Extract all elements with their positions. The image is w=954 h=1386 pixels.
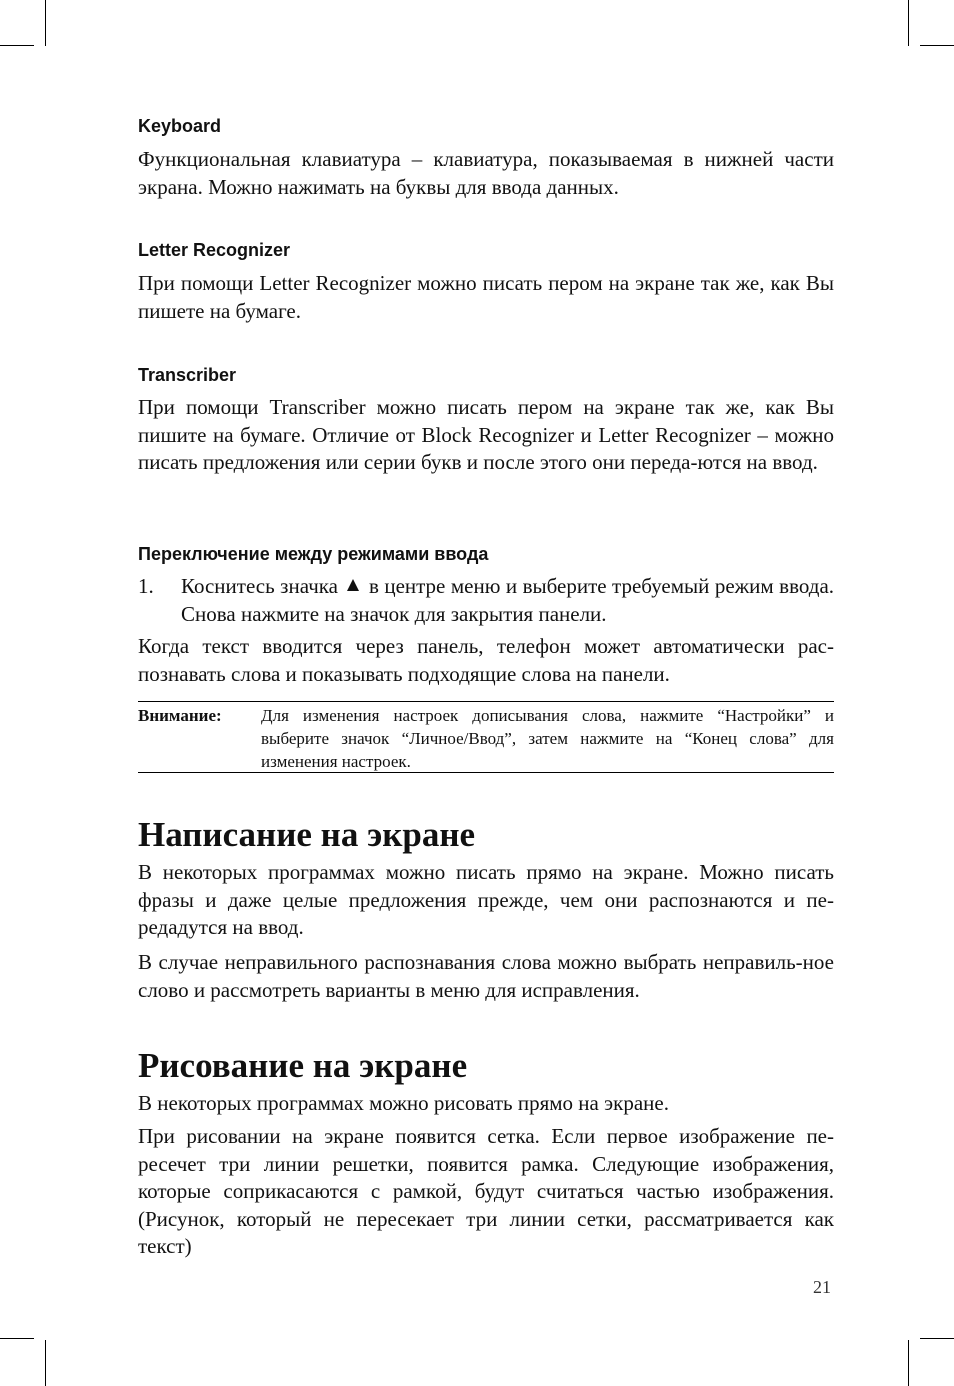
writing-para-2: В случае неправильного распознавания слова можно выбрать неправиль-ное слово и рассмотреть варианты в меню для исправления.	[138, 950, 834, 1002]
list-number: 1.	[138, 574, 154, 598]
writing-title: Написание на экране	[138, 815, 476, 854]
switching-text: Когда текст вводится через панель, телефон может автоматически рас-познавать слова и показывать подходящие слова на панели.	[138, 634, 834, 686]
letter-recognizer-text: При помощи Letter Recognizer можно писать пером на экране так же, как Вы пишете на бумаге.	[138, 271, 834, 323]
crop-mark	[45, 0, 46, 46]
letter-recognizer-heading: Letter Recognizer	[138, 240, 291, 260]
keyboard-heading: Keyboard	[138, 116, 222, 136]
keyboard-text: Функциональная клавиатура – клавиатура, показываемая в нижней части экрана. Можно нажимать на буквы для ввода данных.	[138, 147, 834, 199]
list-text	[181, 573, 834, 628]
crop-mark	[920, 1338, 954, 1339]
transcriber-text: При помощи Transcriber можно писать пером на экране так же, как Вы пишите на бумаге. Отличие от Block Recognizer и Letter Recognizer – можно писать предложения или серии букв и после этого они переда-ются на ввод.	[138, 395, 834, 474]
note-box	[138, 701, 834, 773]
crop-mark	[0, 45, 34, 46]
transcriber-heading: Transcriber	[138, 365, 237, 385]
switching-heading: Переключение между режимами ввода	[138, 544, 489, 564]
crop-mark	[45, 1340, 46, 1386]
crop-mark	[908, 1340, 909, 1386]
page-number: 21	[813, 1277, 831, 1297]
step-text-after: в центре меню и выберите требуемый режим ввода. Снова нажмите на значок для закрытия панели.	[181, 574, 835, 626]
writing-para-1: В некоторых программах можно писать прямо на экране. Можно писать фразы и даже целые предложения прежде, чем они распознаются и пе-редадутся на ввод.	[138, 860, 834, 939]
crop-mark	[0, 1338, 34, 1339]
note-text: Для изменения настроек дописывания слова, нажмите “Настройки” и выберите значок “Личное/Ввод”, затем нажмите на “Конец слова” для изменения настроек.	[261, 706, 834, 771]
drawing-para-2: При рисовании на экране появится сетка. Если первое изображение пе-ресечет три линии решетки, появится рамка. Следующие изображения, которые соприкасаются с рамкой, будут считаться частью изображения. (Рисунок, который не пересекает три линии сетки, рассматривается как текст)	[138, 1124, 834, 1258]
drawing-title: Рисование на экране	[138, 1046, 468, 1085]
step-text-before: Коснитесь значка	[181, 574, 338, 598]
crop-mark	[908, 0, 909, 46]
triangle-up-icon	[347, 579, 359, 591]
note-label: Внимание:	[138, 706, 222, 725]
drawing-para-1: В некоторых программах можно рисовать прямо на экране.	[138, 1091, 669, 1115]
crop-mark	[920, 45, 954, 46]
